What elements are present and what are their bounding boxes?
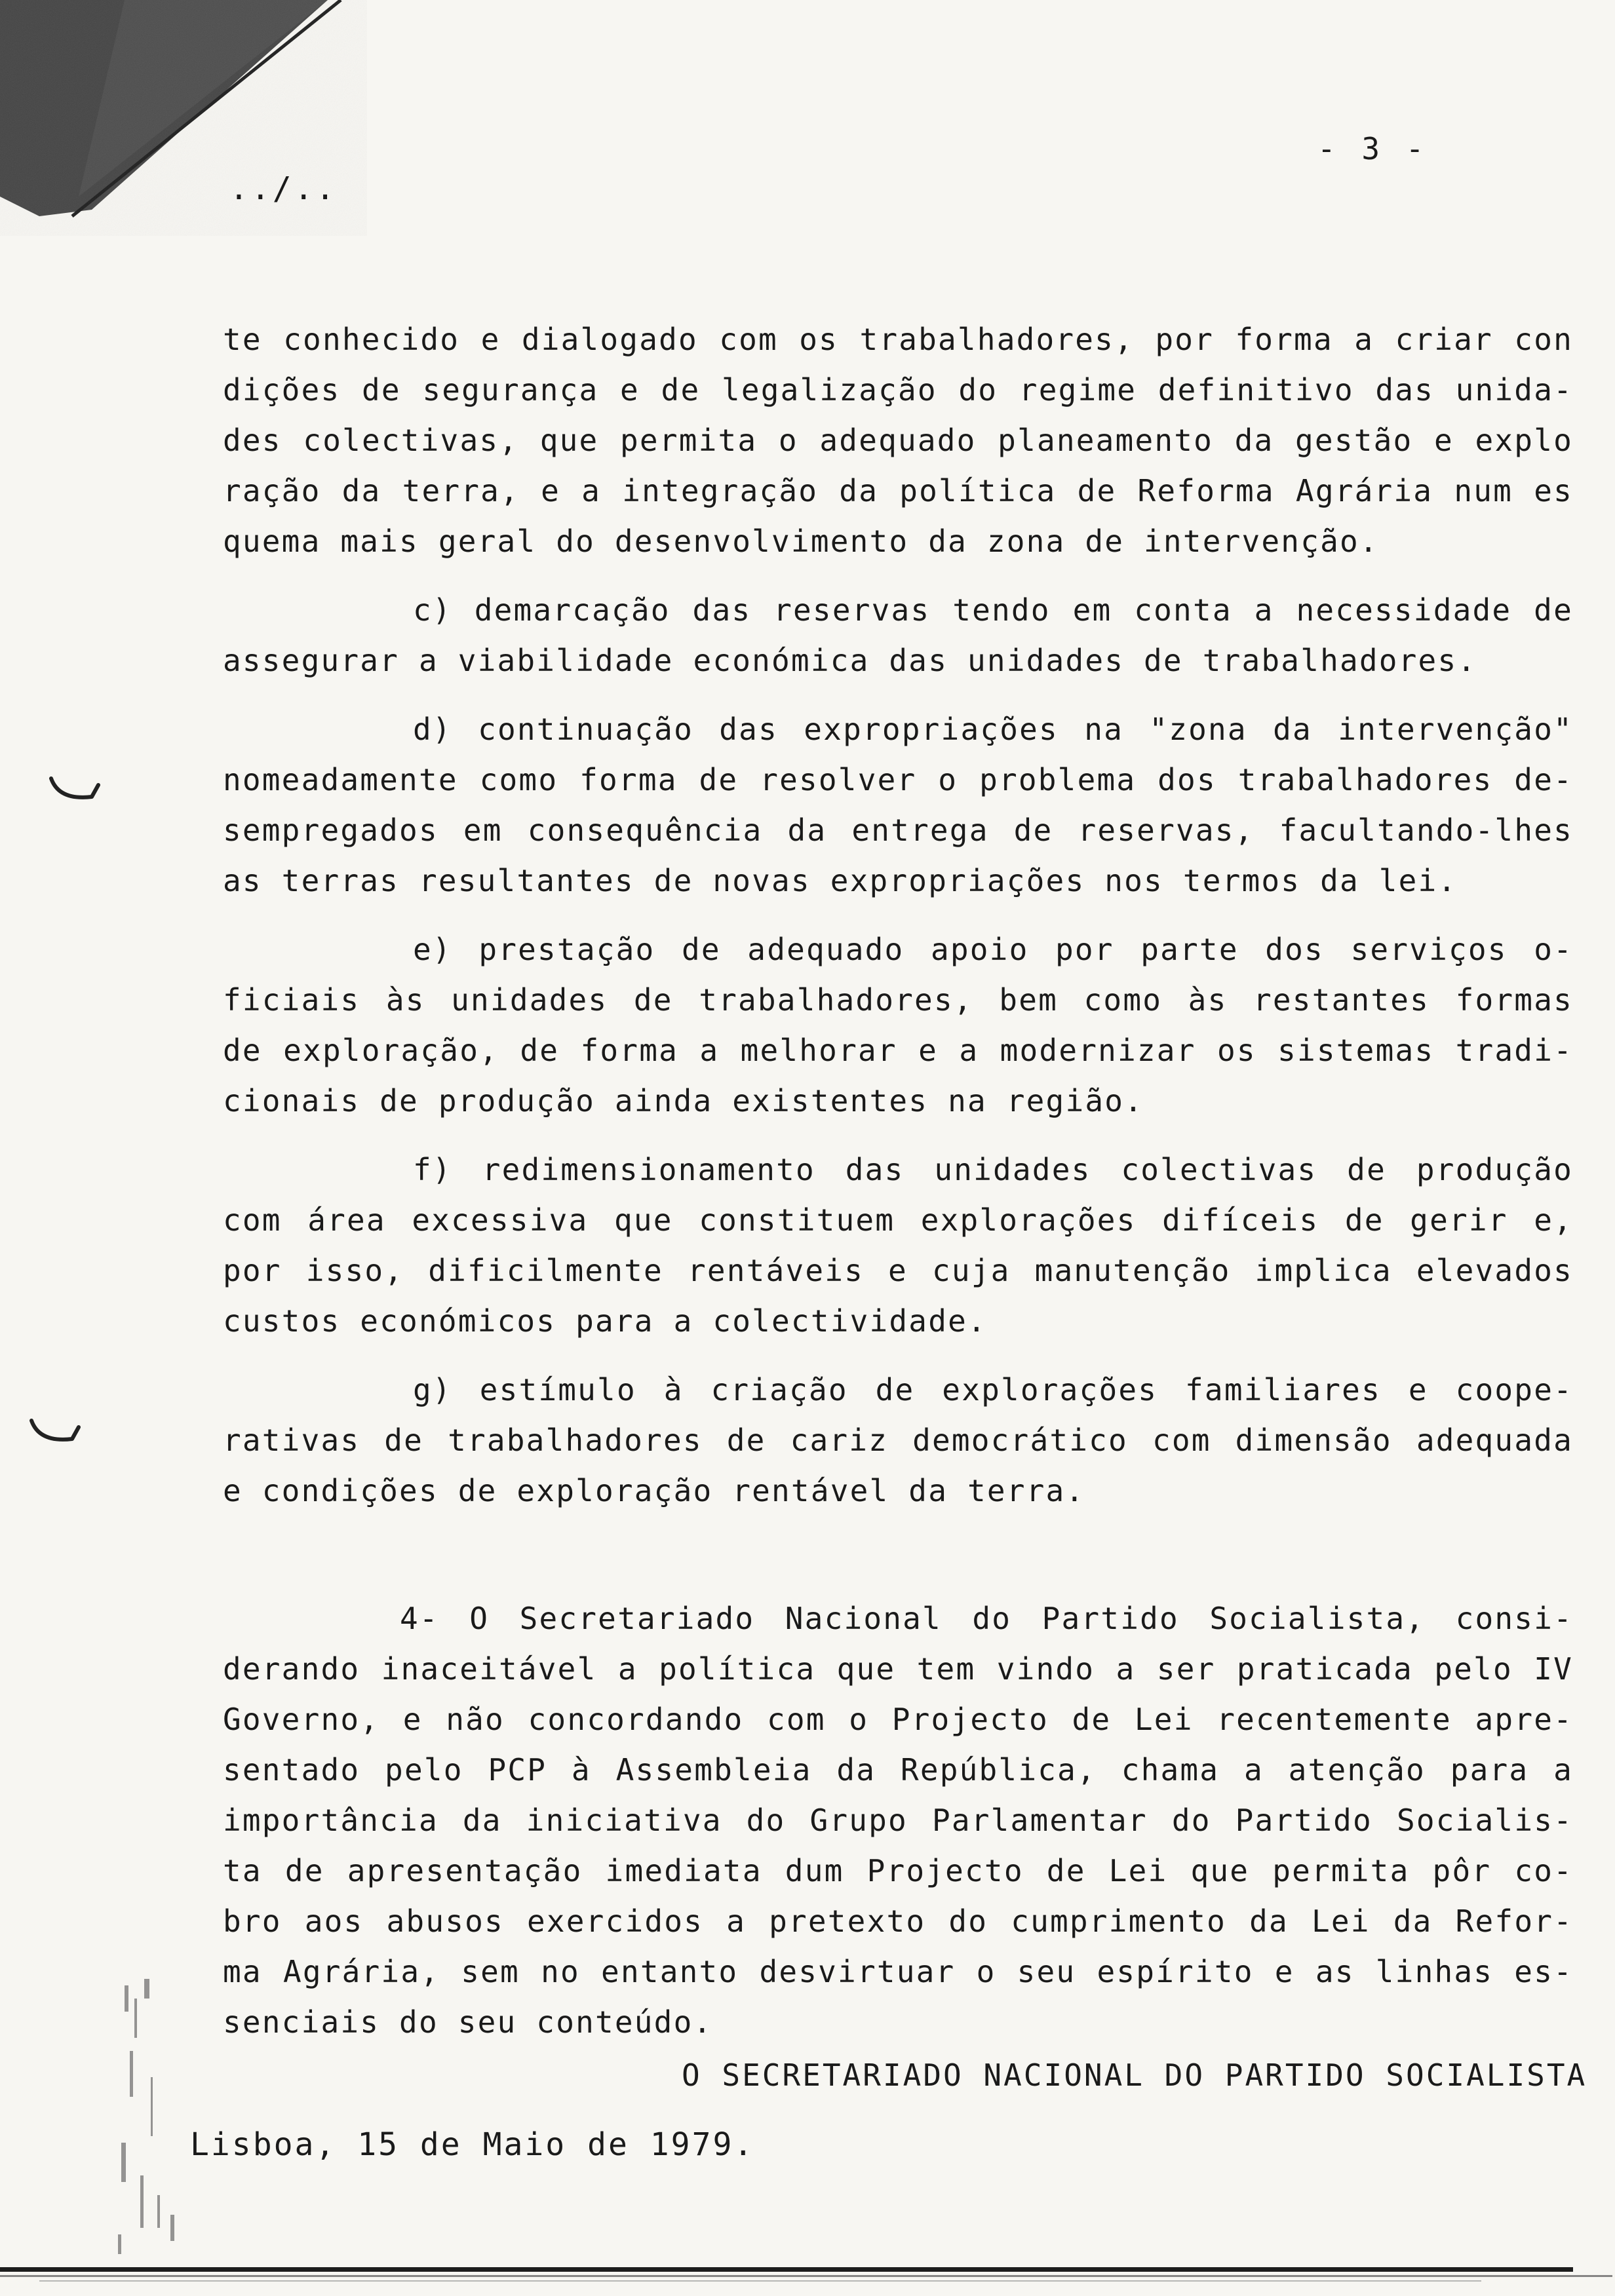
item-letter: f): [413, 1152, 452, 1187]
item-letter: e): [413, 932, 452, 967]
text-line: [223, 1145, 1573, 1195]
document-body: [223, 315, 1573, 2048]
continuation-mark: ../..: [229, 170, 338, 207]
text-line: por isso, dificilmente rentáveis e cuja manutenção implica elevados: [223, 1253, 1573, 1288]
text-line: com área excessiva que constituem explorações difíceis de gerir e,: [223, 1202, 1573, 1238]
text-line: [223, 1594, 1573, 1644]
text-line: importância da iniciativa do Grupo Parlamentar do Partido Socialis-: [223, 1803, 1573, 1838]
page-number: - 3 -: [1317, 131, 1428, 166]
item-letter: d): [413, 712, 452, 747]
text-line: [223, 704, 1573, 755]
item-letter: g): [413, 1372, 452, 1407]
item-text: estímulo à criação de explorações familiares e coope-: [479, 1372, 1573, 1407]
text-line: custos económicos para a colectividade.: [223, 1303, 987, 1339]
section-number: 4-: [400, 1601, 439, 1636]
text-line: [223, 585, 1573, 636]
list-item-e: [223, 925, 1573, 1126]
item-text: prestação de adequado apoio por parte dos serviços o-: [478, 932, 1573, 967]
text-line: as terras resultantes de novas expropriações nos termos da lei.: [223, 863, 1458, 898]
paragraph-intro: [223, 315, 1573, 567]
list-item-d: [223, 704, 1573, 906]
list-item-c: [223, 585, 1573, 686]
item-text: redimensionamento das unidades colectivas de produção: [482, 1152, 1573, 1187]
text-line: [223, 1365, 1573, 1415]
text-line: quema mais geral do desenvolvimento da zona de intervenção.: [223, 524, 1379, 559]
text-line: [223, 925, 1573, 975]
section-text: O Secretariado Nacional do Partido Socialista, consi-: [469, 1601, 1573, 1636]
item-text: demarcação das reservas tendo em conta a necessidade de: [474, 592, 1573, 628]
text-line: ta de apresentação imediata dum Projecto de Lei que permita pôr co-: [223, 1853, 1573, 1888]
text-line: assegurar a viabilidade económica das unidades de trabalhadores.: [223, 643, 1477, 678]
text-line: e condições de exploração rentável da terra.: [223, 1473, 1085, 1508]
text-line: derando inaceitável a política que tem vindo a ser praticada pelo IV: [223, 1651, 1573, 1687]
text-line: des colectivas, que permita o adequado planeamento da gestão e explo: [223, 423, 1573, 458]
text-line: senciais do seu conteúdo.: [223, 2004, 713, 2040]
margin-check-mark: [26, 1409, 85, 1455]
item-letter: c): [413, 592, 452, 628]
text-line: ração da terra, e a integração da política de Reforma Agrária num es: [223, 473, 1573, 508]
text-line: dições de segurança e de legalização do regime definitivo das unida-: [223, 372, 1573, 408]
place-date: Lisboa, 15 de Maio de 1979.: [190, 2126, 755, 2163]
list-item-f: [223, 1145, 1573, 1347]
text-line: cionais de produção ainda existentes na região.: [223, 1083, 1144, 1119]
text-line: ficiais às unidades de trabalhadores, bem como às restantes formas: [223, 982, 1573, 1018]
text-line: nomeadamente como forma de resolver o problema dos trabalhadores de-: [223, 762, 1573, 797]
list-item-g: [223, 1365, 1573, 1516]
text-line: rativas de trabalhadores de cariz democrático com dimensão adequada: [223, 1423, 1573, 1458]
scan-bottom-edge: [0, 2254, 1615, 2293]
text-line: bro aos abusos exercidos a pretexto do cumprimento da Lei da Refor-: [223, 1904, 1573, 1939]
text-line: ma Agrária, sem no entanto desvirtuar o seu espírito e as linhas es-: [223, 1954, 1573, 1989]
text-line: de exploração, de forma a melhorar e a modernizar os sistemas tradi-: [223, 1033, 1573, 1068]
text-line: sempregados em consequência da entrega de reservas, facultando-lhes: [223, 813, 1573, 848]
text-line: sentado pelo PCP à Assembleia da República, chama a atenção para a: [223, 1752, 1573, 1788]
text-line: Governo, e não concordando com o Projecto de Lei recentemente apre-: [223, 1702, 1573, 1737]
text-line: te conhecido e dialogado com os trabalhadores, por forma a criar con: [223, 322, 1573, 357]
item-text: continuação das expropriações na "zona da intervenção": [478, 712, 1573, 747]
margin-check-mark: [46, 767, 105, 813]
signature-line: O SECRETARIADO NACIONAL DO PARTIDO SOCIALISTA: [682, 2057, 1587, 2093]
section-4: [223, 1594, 1573, 2048]
